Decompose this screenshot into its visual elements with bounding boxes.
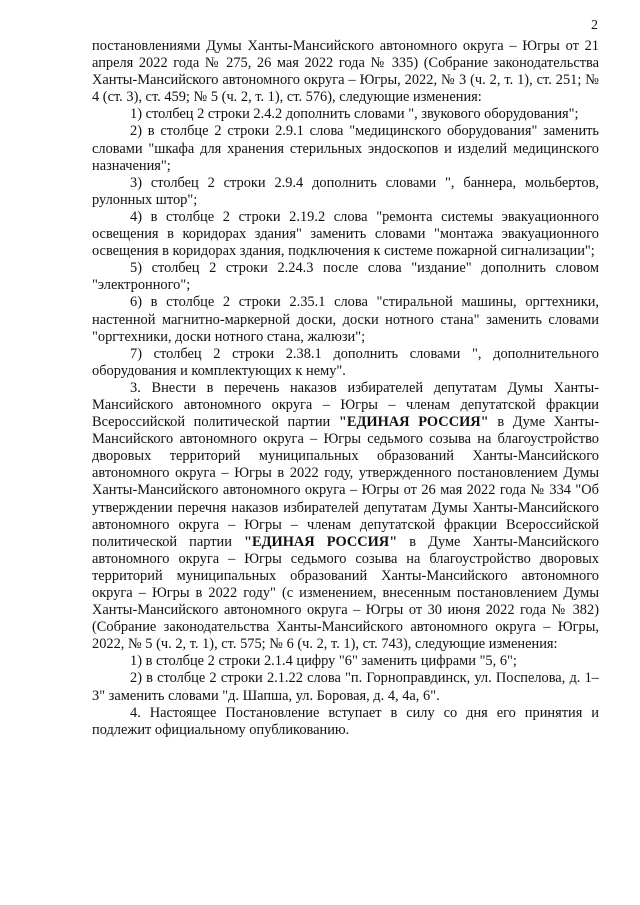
paragraph-item-6: 6) в столбце 2 строки 2.35.1 слова "стиральной машины, оргтехники, настенной магнитно-маркерной доски, доски нотного стана" заменить словами "оргтехники, доски нотного стана, жалюзи";	[92, 294, 599, 345]
section-3-text-a: 3. Внести в перечень наказов избирателей депутатам Думы Ханты-Мансийского автономного округа – Югры – членам депутатской фракции Всероссийской политической партии	[92, 379, 599, 431]
paragraph-item-4: 4) в столбце 2 строки 2.19.2 слова "ремонта системы эвакуационного освещения в коридорах здания" заменить словами "монтажа эвакуационного освещения в коридорах здания, подключения к системе пожарной сигнализации";	[92, 208, 599, 260]
paragraph-item-1: 1) столбец 2 строки 2.4.2 дополнить словами ", звукового оборудования";	[130, 106, 579, 123]
paragraph-intro: постановлениями Думы Ханты-Мансийского автономного округа – Югры от 21 апреля 2022 года № 275, 26 мая 2022 года № 335) (Собрание законодательства Ханты-Мансийского автономного округа – Югры, 2022, № 3 (ч. 2, т. 1), ст. 251; № 4 (ст. 3), ст. 459; № 5 (ч. 2, т. 1), ст. 576), следующие изменения:	[92, 38, 599, 106]
paragraph-section-3	[92, 380, 599, 654]
party-name-bold-2: "ЕДИНАЯ РОССИЯ"	[244, 533, 398, 550]
paragraph-item-5: 5) столбец 2 строки 2.24.3 после слова "издание" дополнить словом "электронного";	[92, 260, 599, 294]
paragraph-item-3: 3) столбец 2 строки 2.9.4 дополнить словами ", баннера, мольбертов, рулонных штор";	[92, 174, 599, 208]
section-3-text-c: в Думе Ханты-Мансийского автономного округа – Югры седьмого созыва на благоустройство дворовых территорий муниципальных образований Ханты-Мансийского автономного округа – Югры в 2022 году" (с изменением, внесенным постановлением Думы Ханты-Мансийского автономного округа – Югры от 30 июня 2022 года № 382) (Собрание законодательства Ханты-Мансийского автономного округа – Югры, 2022, № 5 (ч. 2, т. 1), ст. 575; № 6 (ч. 2, т. 1), ст. 743), следующие изменения:	[92, 533, 599, 653]
page-number: 2	[591, 18, 598, 33]
party-name-bold: "ЕДИНАЯ РОССИЯ"	[338, 414, 489, 431]
paragraph-item-7: 7) столбец 2 строки 2.38.1 дополнить словами ", дополнительного оборудования и комплектующих к нему".	[92, 345, 599, 379]
paragraph-section-3-item-2: 2) в столбце 2 строки 2.1.22 слова "п. Горноправдинск, ул. Поспелова, д. 1–3" заменить словами "д. Шапша, ул. Боровая, д. 4, 4а, 6".	[92, 670, 599, 704]
paragraph-section-4: 4. Настоящее Постановление вступает в силу со дня его принятия и подлежит официальному опубликованию.	[92, 704, 599, 738]
paragraph-section-3-item-1: 1) в столбце 2 строки 2.1.4 цифру "6" заменить цифрами "5, 6";	[130, 653, 517, 670]
paragraph-item-2: 2) в столбце 2 строки 2.9.1 слова "медицинского оборудования" заменить словами "шкафа для хранения стерильных эндоскопов и изделий медицинского назначения";	[92, 123, 599, 174]
document-body	[92, 38, 599, 739]
section-3-text-b: в Думе Ханты-Мансийского автономного округа – Югры седьмого созыва на благоустройство дворовых территорий муниципальных образований Ханты-Мансийского автономного округа – Югры в 2022 году, утвержденного постановлением Думы Ханты-Мансийского автономного округа – Югры от 26 мая 2022 года № 334 "Об утверждении перечня наказов избирателей депутатам Думы Ханты-Мансийского автономного округа – Югры – членам депутатской фракции Всероссийской политической партии	[92, 414, 599, 550]
